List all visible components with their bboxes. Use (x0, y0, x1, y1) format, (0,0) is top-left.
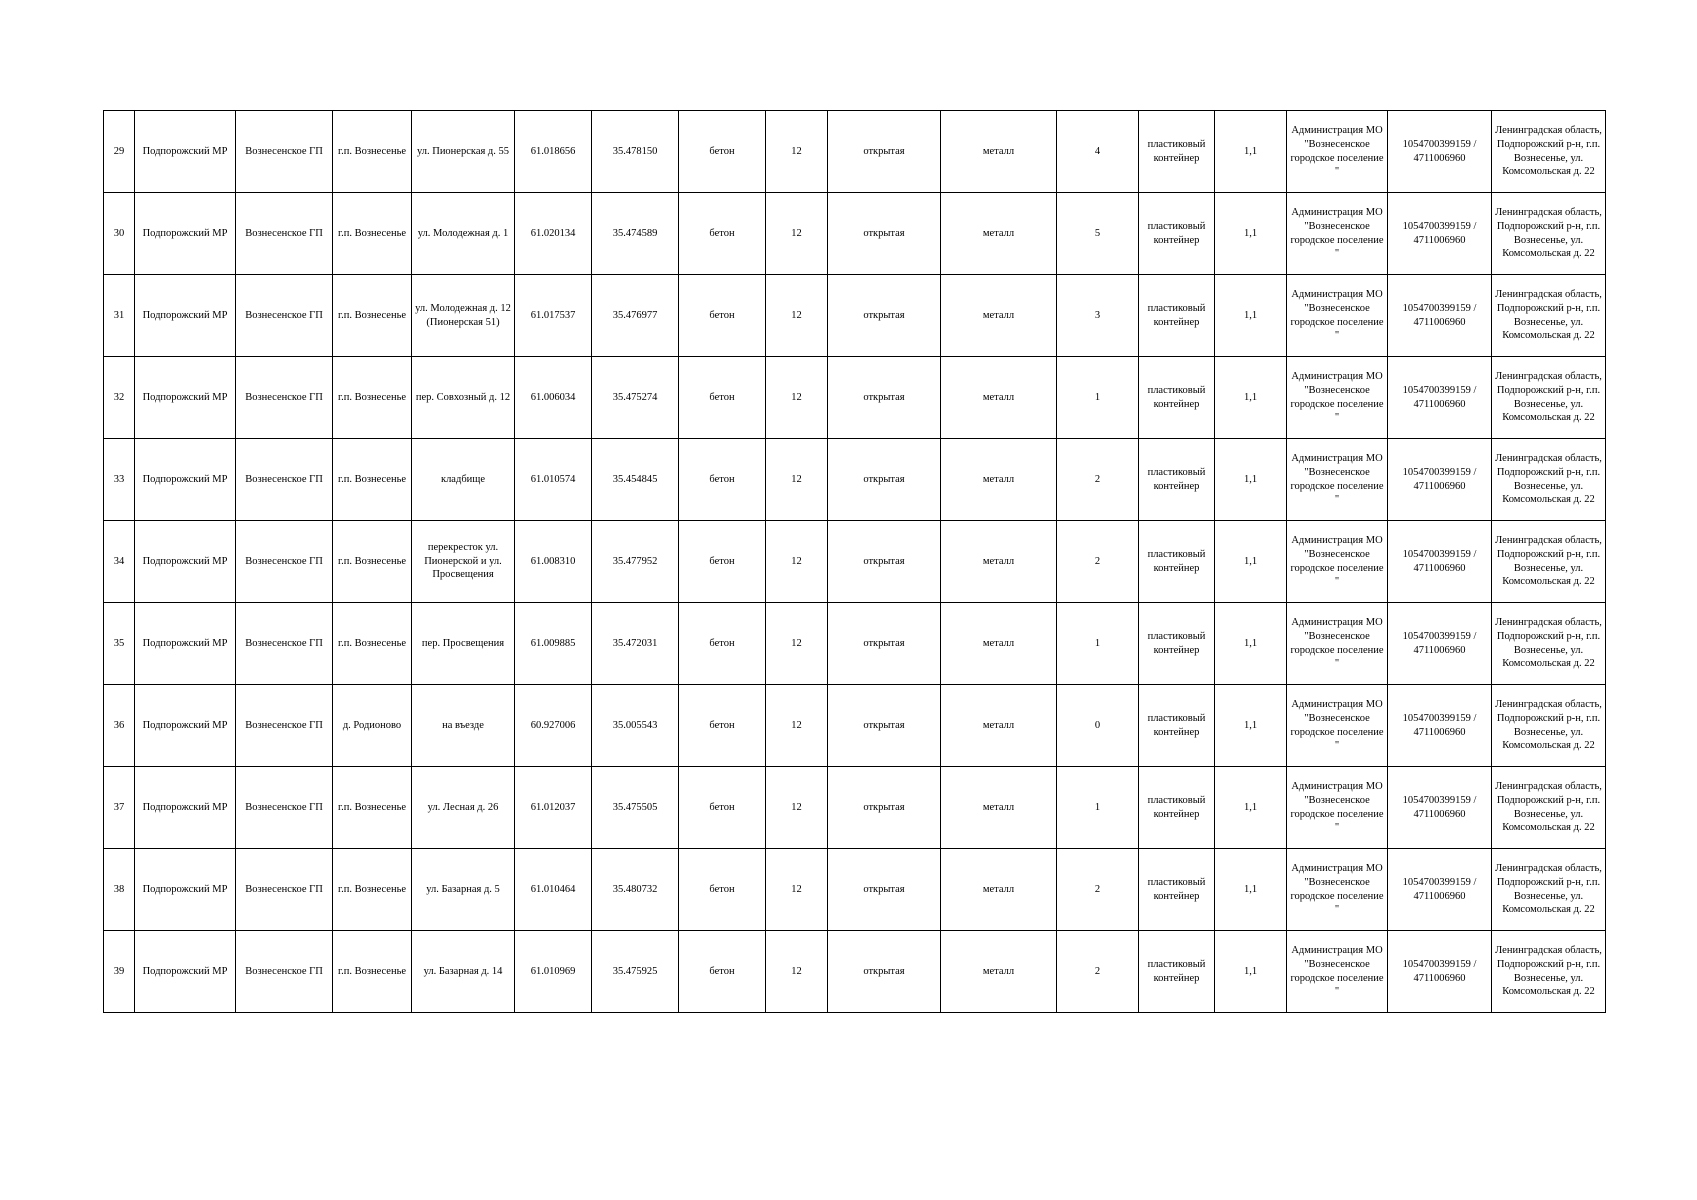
area-cell: 12 (766, 767, 828, 849)
latitude-cell: 61.009885 (515, 603, 592, 685)
container-volume-cell: 1,1 (1215, 931, 1287, 1013)
area-cell: 12 (766, 521, 828, 603)
container-count-cell: 1 (1057, 767, 1139, 849)
container-type-cell: пластиковый контейнер (1139, 193, 1215, 275)
row-number: 34 (104, 521, 135, 603)
owner-address-cell: Ленинградская область, Подпорожский р-н, г.п. Вознесенье, ул. Комсомольская д. 22 (1492, 849, 1606, 931)
row-number: 30 (104, 193, 135, 275)
longitude-cell: 35.454845 (592, 439, 679, 521)
fence-cell: металл (941, 603, 1057, 685)
owner-address-cell: Ленинградская область, Подпорожский р-н, г.п. Вознесенье, ул. Комсомольская д. 22 (1492, 931, 1606, 1013)
owner-cell: Администрация МО "Вознесенское городское поселение " (1287, 603, 1388, 685)
site-type-cell: открытая (828, 685, 941, 767)
longitude-cell: 35.474589 (592, 193, 679, 275)
container-count-cell: 1 (1057, 357, 1139, 439)
fence-cell: металл (941, 931, 1057, 1013)
ogrn-inn-cell: 1054700399159 / 4711006960 (1388, 193, 1492, 275)
locality-cell: г.п. Вознесенье (333, 439, 412, 521)
owner-cell: Администрация МО "Вознесенское городское поселение " (1287, 275, 1388, 357)
row-number: 35 (104, 603, 135, 685)
district-cell: Подпорожский МР (135, 767, 236, 849)
owner-cell: Администрация МО "Вознесенское городское поселение " (1287, 439, 1388, 521)
container-count-cell: 2 (1057, 521, 1139, 603)
fence-cell: металл (941, 275, 1057, 357)
owner-address-cell: Ленинградская область, Подпорожский р-н, г.п. Вознесенье, ул. Комсомольская д. 22 (1492, 685, 1606, 767)
surface-cell: бетон (679, 275, 766, 357)
row-number: 31 (104, 275, 135, 357)
address-cell: кладбище (412, 439, 515, 521)
locality-cell: г.п. Вознесенье (333, 931, 412, 1013)
fence-cell: металл (941, 521, 1057, 603)
container-type-cell: пластиковый контейнер (1139, 357, 1215, 439)
surface-cell: бетон (679, 193, 766, 275)
locality-cell: г.п. Вознесенье (333, 849, 412, 931)
latitude-cell: 61.006034 (515, 357, 592, 439)
ogrn-inn-cell: 1054700399159 / 4711006960 (1388, 603, 1492, 685)
district-cell: Подпорожский МР (135, 849, 236, 931)
container-type-cell: пластиковый контейнер (1139, 849, 1215, 931)
settlement-cell: Вознесенское ГП (236, 603, 333, 685)
ogrn-inn-cell: 1054700399159 / 4711006960 (1388, 685, 1492, 767)
settlement-cell: Вознесенское ГП (236, 767, 333, 849)
row-number: 33 (104, 439, 135, 521)
district-cell: Подпорожский МР (135, 931, 236, 1013)
owner-address-cell: Ленинградская область, Подпорожский р-н, г.п. Вознесенье, ул. Комсомольская д. 22 (1492, 521, 1606, 603)
address-cell: ул. Пионерская д. 55 (412, 111, 515, 193)
owner-address-cell: Ленинградская область, Подпорожский р-н, г.п. Вознесенье, ул. Комсомольская д. 22 (1492, 357, 1606, 439)
owner-address-cell: Ленинградская область, Подпорожский р-н, г.п. Вознесенье, ул. Комсомольская д. 22 (1492, 603, 1606, 685)
latitude-cell: 61.010969 (515, 931, 592, 1013)
fence-cell: металл (941, 849, 1057, 931)
container-volume-cell: 1,1 (1215, 111, 1287, 193)
fence-cell: металл (941, 111, 1057, 193)
table-row (104, 849, 1606, 931)
area-cell: 12 (766, 931, 828, 1013)
settlement-cell: Вознесенское ГП (236, 931, 333, 1013)
container-count-cell: 5 (1057, 193, 1139, 275)
owner-cell: Администрация МО "Вознесенское городское поселение " (1287, 521, 1388, 603)
container-type-cell: пластиковый контейнер (1139, 685, 1215, 767)
surface-cell: бетон (679, 439, 766, 521)
surface-cell: бетон (679, 685, 766, 767)
container-type-cell: пластиковый контейнер (1139, 111, 1215, 193)
area-cell: 12 (766, 193, 828, 275)
address-cell: ул. Молодежная д. 1 (412, 193, 515, 275)
container-count-cell: 0 (1057, 685, 1139, 767)
container-volume-cell: 1,1 (1215, 275, 1287, 357)
latitude-cell: 61.010464 (515, 849, 592, 931)
locality-cell: д. Родионово (333, 685, 412, 767)
container-volume-cell: 1,1 (1215, 767, 1287, 849)
table-row (104, 357, 1606, 439)
surface-cell: бетон (679, 111, 766, 193)
district-cell: Подпорожский МР (135, 357, 236, 439)
owner-address-cell: Ленинградская область, Подпорожский р-н, г.п. Вознесенье, ул. Комсомольская д. 22 (1492, 193, 1606, 275)
container-count-cell: 2 (1057, 849, 1139, 931)
district-cell: Подпорожский МР (135, 521, 236, 603)
settlement-cell: Вознесенское ГП (236, 111, 333, 193)
fence-cell: металл (941, 439, 1057, 521)
settlement-cell: Вознесенское ГП (236, 357, 333, 439)
district-cell: Подпорожский МР (135, 193, 236, 275)
ogrn-inn-cell: 1054700399159 / 4711006960 (1388, 521, 1492, 603)
address-cell: пер. Просвещения (412, 603, 515, 685)
table-row (104, 111, 1606, 193)
site-type-cell: открытая (828, 357, 941, 439)
address-cell: на въезде (412, 685, 515, 767)
site-type-cell: открытая (828, 111, 941, 193)
longitude-cell: 35.475274 (592, 357, 679, 439)
longitude-cell: 35.476977 (592, 275, 679, 357)
owner-cell: Администрация МО "Вознесенское городское поселение " (1287, 767, 1388, 849)
settlement-cell: Вознесенское ГП (236, 685, 333, 767)
row-number: 29 (104, 111, 135, 193)
locality-cell: г.п. Вознесенье (333, 603, 412, 685)
latitude-cell: 61.020134 (515, 193, 592, 275)
ogrn-inn-cell: 1054700399159 / 4711006960 (1388, 111, 1492, 193)
owner-address-cell: Ленинградская область, Подпорожский р-н, г.п. Вознесенье, ул. Комсомольская д. 22 (1492, 439, 1606, 521)
address-cell: перекресток ул. Пионерской и ул. Просвещения (412, 521, 515, 603)
district-cell: Подпорожский МР (135, 603, 236, 685)
ogrn-inn-cell: 1054700399159 / 4711006960 (1388, 849, 1492, 931)
district-cell: Подпорожский МР (135, 439, 236, 521)
latitude-cell: 61.018656 (515, 111, 592, 193)
container-count-cell: 1 (1057, 603, 1139, 685)
container-type-cell: пластиковый контейнер (1139, 275, 1215, 357)
table-row (104, 931, 1606, 1013)
site-type-cell: открытая (828, 849, 941, 931)
surface-cell: бетон (679, 521, 766, 603)
locality-cell: г.п. Вознесенье (333, 111, 412, 193)
settlement-cell: Вознесенское ГП (236, 275, 333, 357)
district-cell: Подпорожский МР (135, 275, 236, 357)
owner-cell: Администрация МО "Вознесенское городское поселение " (1287, 357, 1388, 439)
surface-cell: бетон (679, 357, 766, 439)
fence-cell: металл (941, 685, 1057, 767)
locality-cell: г.п. Вознесенье (333, 767, 412, 849)
owner-cell: Администрация МО "Вознесенское городское поселение " (1287, 931, 1388, 1013)
address-cell: ул. Молодежная д. 12 (Пионерская 51) (412, 275, 515, 357)
settlement-cell: Вознесенское ГП (236, 193, 333, 275)
latitude-cell: 61.010574 (515, 439, 592, 521)
longitude-cell: 35.477952 (592, 521, 679, 603)
owner-cell: Администрация МО "Вознесенское городское поселение " (1287, 193, 1388, 275)
site-type-cell: открытая (828, 767, 941, 849)
table-row (104, 521, 1606, 603)
waste-sites-table (103, 110, 1606, 1013)
container-type-cell: пластиковый контейнер (1139, 521, 1215, 603)
container-volume-cell: 1,1 (1215, 521, 1287, 603)
container-volume-cell: 1,1 (1215, 685, 1287, 767)
area-cell: 12 (766, 849, 828, 931)
table-row (104, 685, 1606, 767)
area-cell: 12 (766, 603, 828, 685)
area-cell: 12 (766, 111, 828, 193)
latitude-cell: 60.927006 (515, 685, 592, 767)
surface-cell: бетон (679, 931, 766, 1013)
area-cell: 12 (766, 357, 828, 439)
surface-cell: бетон (679, 603, 766, 685)
address-cell: ул. Базарная д. 5 (412, 849, 515, 931)
latitude-cell: 61.017537 (515, 275, 592, 357)
container-count-cell: 3 (1057, 275, 1139, 357)
ogrn-inn-cell: 1054700399159 / 4711006960 (1388, 931, 1492, 1013)
site-type-cell: открытая (828, 439, 941, 521)
locality-cell: г.п. Вознесенье (333, 521, 412, 603)
row-number: 32 (104, 357, 135, 439)
address-cell: пер. Совхозный д. 12 (412, 357, 515, 439)
district-cell: Подпорожский МР (135, 111, 236, 193)
surface-cell: бетон (679, 767, 766, 849)
table-row (104, 603, 1606, 685)
site-type-cell: открытая (828, 193, 941, 275)
row-number: 36 (104, 685, 135, 767)
row-number: 39 (104, 931, 135, 1013)
owner-cell: Администрация МО "Вознесенское городское поселение " (1287, 849, 1388, 931)
owner-address-cell: Ленинградская область, Подпорожский р-н, г.п. Вознесенье, ул. Комсомольская д. 22 (1492, 111, 1606, 193)
settlement-cell: Вознесенское ГП (236, 849, 333, 931)
container-type-cell: пластиковый контейнер (1139, 439, 1215, 521)
container-count-cell: 4 (1057, 111, 1139, 193)
container-volume-cell: 1,1 (1215, 439, 1287, 521)
table-body (104, 111, 1606, 1013)
table-row (104, 275, 1606, 357)
longitude-cell: 35.005543 (592, 685, 679, 767)
owner-cell: Администрация МО "Вознесенское городское поселение " (1287, 685, 1388, 767)
locality-cell: г.п. Вознесенье (333, 275, 412, 357)
longitude-cell: 35.480732 (592, 849, 679, 931)
site-type-cell: открытая (828, 931, 941, 1013)
container-count-cell: 2 (1057, 931, 1139, 1013)
container-type-cell: пластиковый контейнер (1139, 931, 1215, 1013)
latitude-cell: 61.012037 (515, 767, 592, 849)
settlement-cell: Вознесенское ГП (236, 521, 333, 603)
longitude-cell: 35.475505 (592, 767, 679, 849)
district-cell: Подпорожский МР (135, 685, 236, 767)
container-volume-cell: 1,1 (1215, 193, 1287, 275)
site-type-cell: открытая (828, 603, 941, 685)
container-count-cell: 2 (1057, 439, 1139, 521)
row-number: 37 (104, 767, 135, 849)
area-cell: 12 (766, 439, 828, 521)
address-cell: ул. Базарная д. 14 (412, 931, 515, 1013)
site-type-cell: открытая (828, 275, 941, 357)
container-volume-cell: 1,1 (1215, 849, 1287, 931)
area-cell: 12 (766, 275, 828, 357)
fence-cell: металл (941, 767, 1057, 849)
container-volume-cell: 1,1 (1215, 357, 1287, 439)
container-type-cell: пластиковый контейнер (1139, 767, 1215, 849)
longitude-cell: 35.478150 (592, 111, 679, 193)
ogrn-inn-cell: 1054700399159 / 4711006960 (1388, 357, 1492, 439)
owner-address-cell: Ленинградская область, Подпорожский р-н, г.п. Вознесенье, ул. Комсомольская д. 22 (1492, 275, 1606, 357)
table-row (104, 767, 1606, 849)
latitude-cell: 61.008310 (515, 521, 592, 603)
container-volume-cell: 1,1 (1215, 603, 1287, 685)
owner-address-cell: Ленинградская область, Подпорожский р-н, г.п. Вознесенье, ул. Комсомольская д. 22 (1492, 767, 1606, 849)
ogrn-inn-cell: 1054700399159 / 4711006960 (1388, 767, 1492, 849)
longitude-cell: 35.475925 (592, 931, 679, 1013)
surface-cell: бетон (679, 849, 766, 931)
row-number: 38 (104, 849, 135, 931)
table-row (104, 193, 1606, 275)
locality-cell: г.п. Вознесенье (333, 193, 412, 275)
site-type-cell: открытая (828, 521, 941, 603)
longitude-cell: 35.472031 (592, 603, 679, 685)
ogrn-inn-cell: 1054700399159 / 4711006960 (1388, 439, 1492, 521)
fence-cell: металл (941, 357, 1057, 439)
settlement-cell: Вознесенское ГП (236, 439, 333, 521)
address-cell: ул. Лесная д. 26 (412, 767, 515, 849)
container-type-cell: пластиковый контейнер (1139, 603, 1215, 685)
locality-cell: г.п. Вознесенье (333, 357, 412, 439)
ogrn-inn-cell: 1054700399159 / 4711006960 (1388, 275, 1492, 357)
fence-cell: металл (941, 193, 1057, 275)
area-cell: 12 (766, 685, 828, 767)
table-row (104, 439, 1606, 521)
owner-cell: Администрация МО "Вознесенское городское поселение " (1287, 111, 1388, 193)
